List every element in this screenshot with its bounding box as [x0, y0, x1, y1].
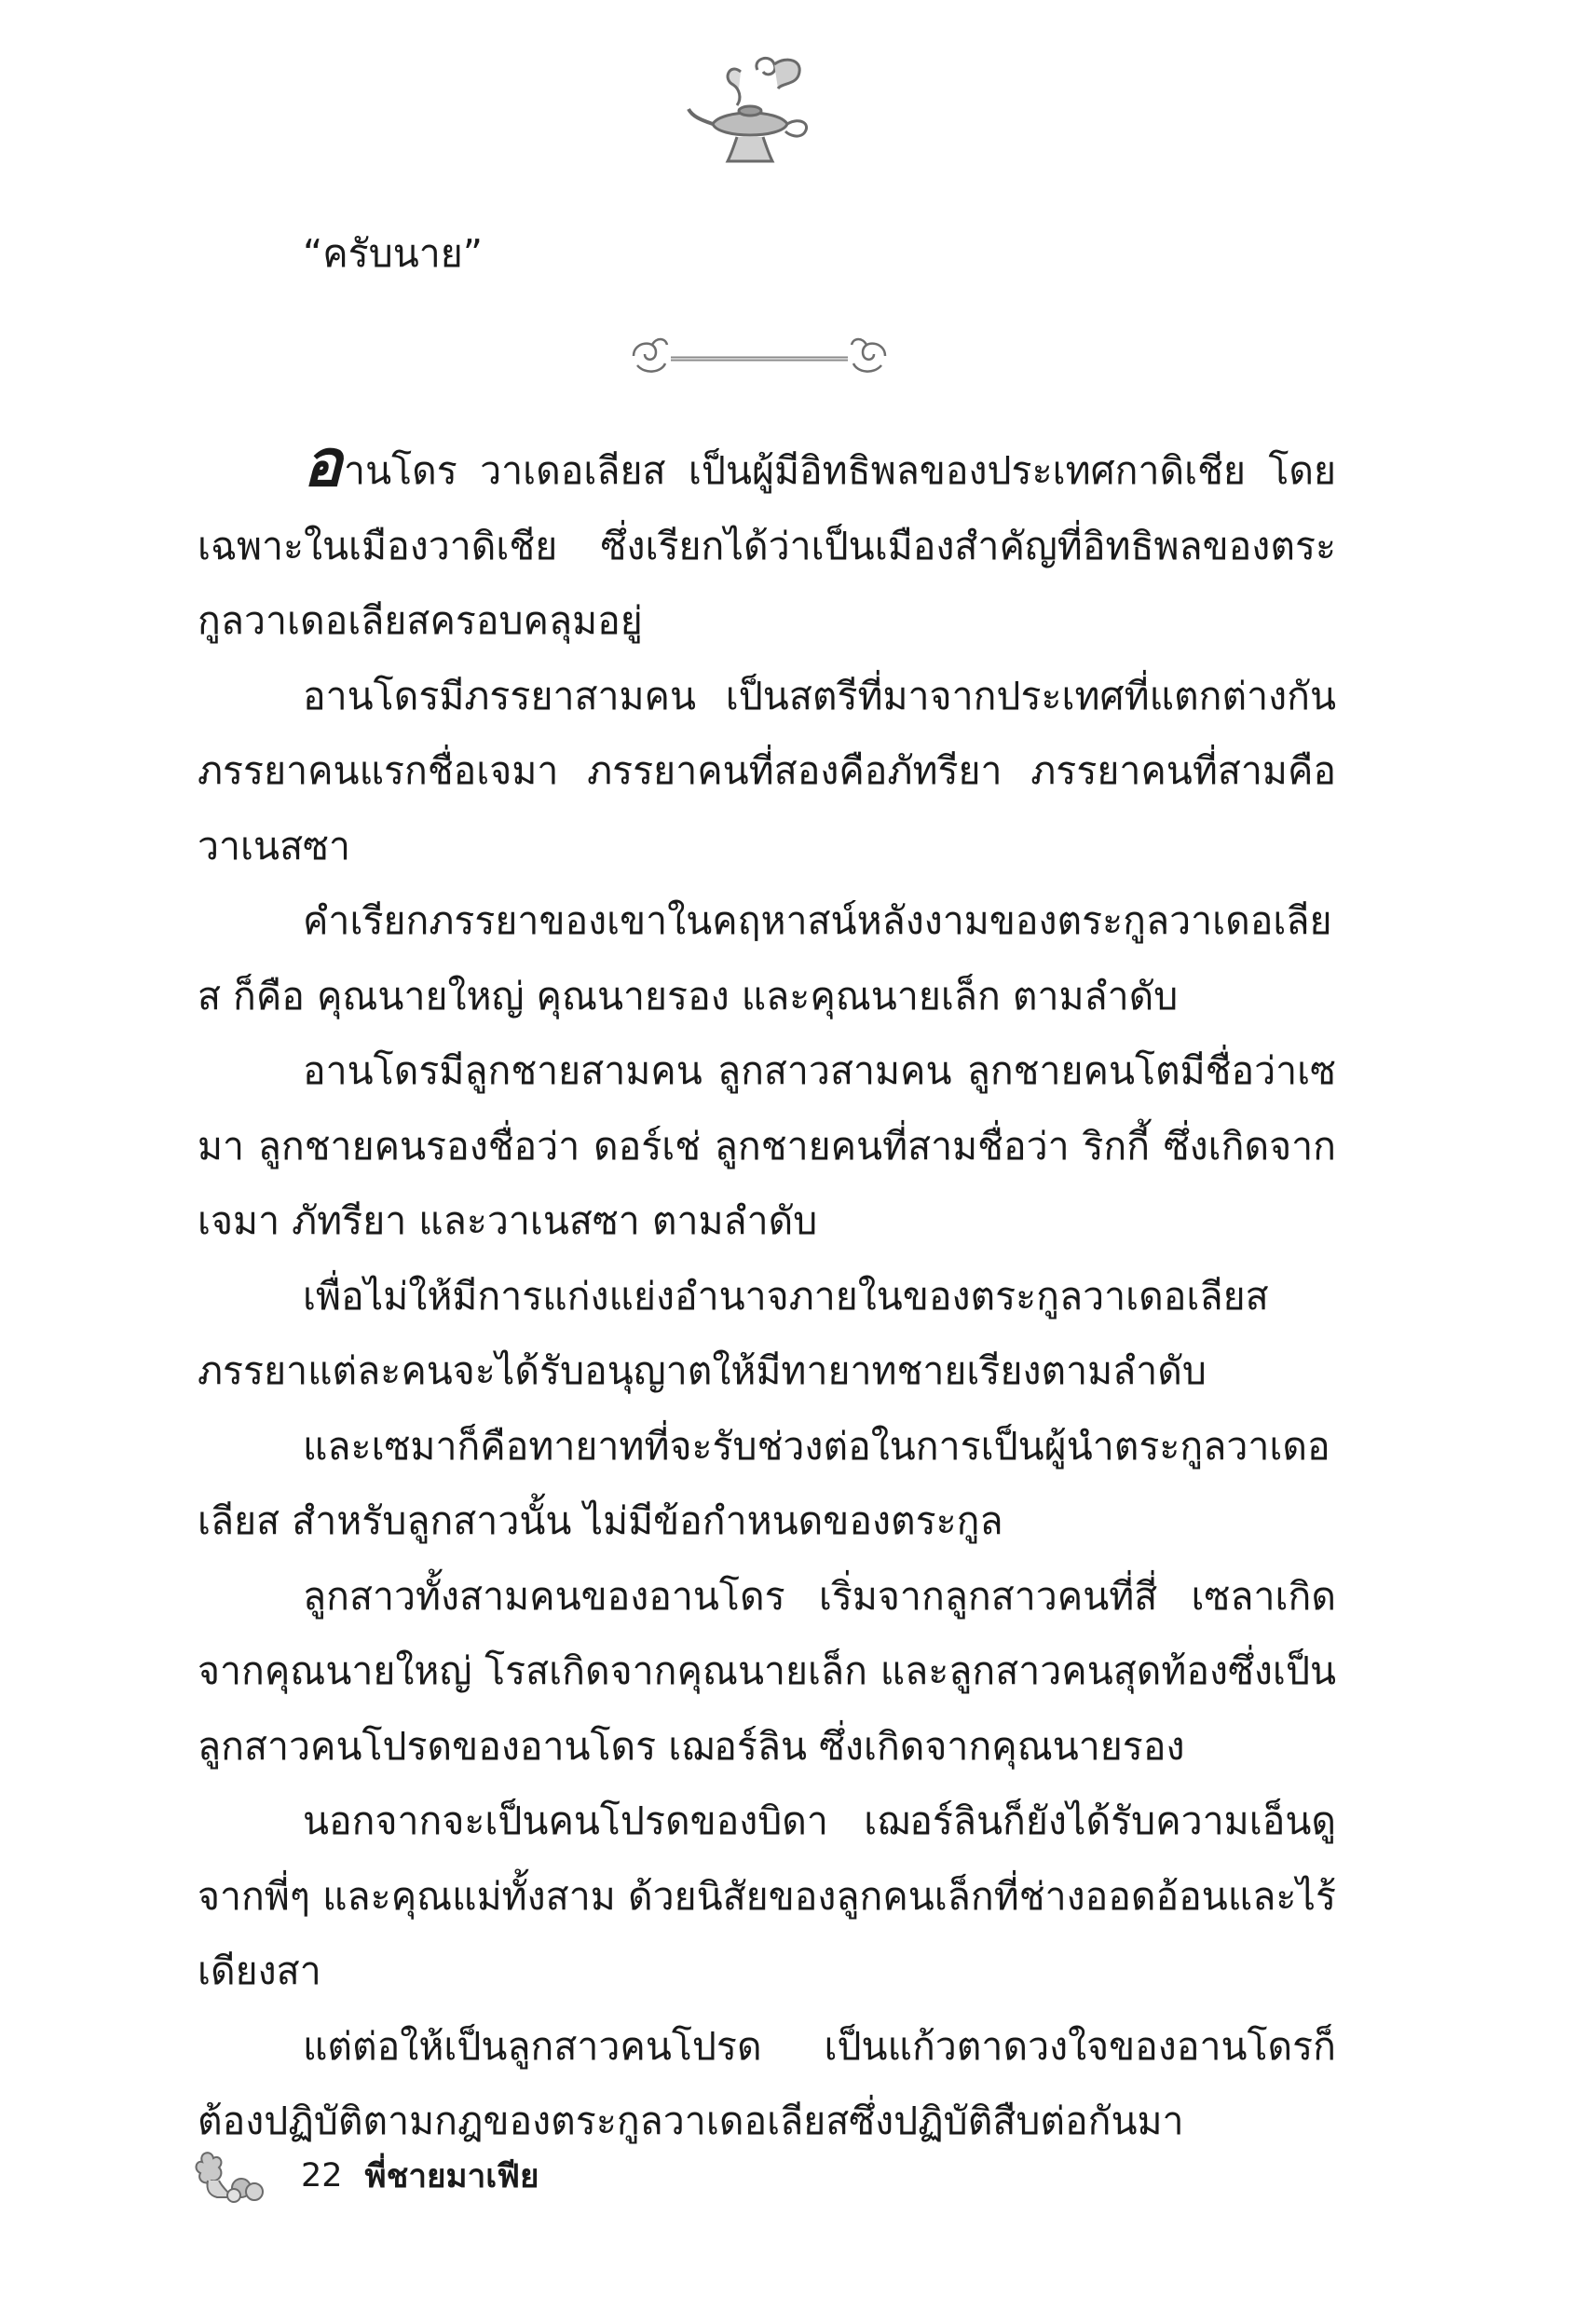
- paragraph-5: เพื่อไม่ให้มีการแก่งแย่งอำนาจภายในของตระกูลวาเดอเลียส ภรรยาแต่ละคนจะได้รับอนุญาตให้มีทายาทชายเรียงตามลำดับ: [198, 1273, 1269, 1393]
- genie-lamp-with-cherub-icon: [685, 51, 815, 177]
- paragraph-4: อานโดรมีลูกชายสามคน ลูกสาวสามคน ลูกชายคนโตมีชื่อว่าเซมา ลูกชายคนรองชื่อว่า ดอร์เช่ ลูกชายคนที่สามชื่อว่า ริกกี้ ซึ่งเกิดจากเจมา ภัทรียา และวาเนสซา ตามลำดับ: [198, 1048, 1336, 1243]
- paragraph-2: อานโดรมีภรรยาสามคน เป็นสตรีที่มาจากประเทศที่แตกต่างกัน ภรรยาคนแรกชื่อเจมา ภรรยาคนที่สองคือภัทรียา ภรรยาคนที่สามคือวาเนสซา: [198, 673, 1336, 868]
- paragraph-7: ลูกสาวทั้งสามคนของอานโดร เริ่มจากลูกสาวคนที่สี่ เซลาเกิดจากคุณนายใหญ่ โรสเกิดจากคุณนายเล็ก และลูกสาวคนสุดท้องซึ่งเป็นลูกสาวคนโปรดของอานโดร เฌอร์ลิน ซึ่งเกิดจากคุณนายรอง: [198, 1573, 1336, 1769]
- paragraph-9: แต่ต่อให้เป็นลูกสาวคนโปรด เป็นแก้วตาดวงใจของอานโดรก็ต้องปฏิบัติตามกฎของตระกูลวาเดอเลียสซึ่งปฏิบัติสืบต่อกันมา: [198, 2023, 1336, 2143]
- paragraph-1-text: านโดร วาเดอเลียส เป็นผู้มีอิทธิพลของประเทศกาดิเชีย โดยเฉพาะในเมืองวาดิเชีย ซึ่งเรียกได้ว่าเป็นเมืองสำคัญที่อิทธิพลของตระกูลวาเดอเลียสครอบคลุมอยู่: [198, 448, 1336, 643]
- paragraph-8: นอกจากจะเป็นคนโปรดของบิดา เฌอร์ลินก็ยังได้รับความเอ็นดูจากพี่ๆ และคุณแม่ทั้งสาม ด้วยนิสัยของลูกคนเล็กที่ช่างออดอ้อนและไร้เดียงสา: [198, 1798, 1336, 1993]
- chapter-body: [198, 425, 1336, 2159]
- page-number: 22: [301, 2157, 343, 2195]
- scroll-flourish-divider: [624, 328, 894, 384]
- opening-dialogue-line: “ครับนาย”: [303, 231, 484, 276]
- genie-with-coins-icon: [191, 2149, 266, 2203]
- paragraph-6: และเซมาก็คือทายาทที่จะรับช่วงต่อในการเป็นผู้นำตระกูลวาเดอเลียส สำหรับลูกสาวนั้น ไม่มีข้อกำหนดของตระกูล: [198, 1423, 1330, 1543]
- book-title: พี่ชายมาเฟีย: [364, 2157, 539, 2195]
- drop-cap-letter: อ: [303, 425, 343, 501]
- page-footer: [191, 2148, 539, 2204]
- paragraph-3: คำเรียกภรรยาของเขาในคฤหาสน์หลังงามของตระกูลวาเดอเลียส ก็คือ คุณนายใหญ่ คุณนายรอง และคุณนายเล็ก ตามลำดับ: [198, 898, 1332, 1019]
- paragraph-1: [198, 425, 1336, 659]
